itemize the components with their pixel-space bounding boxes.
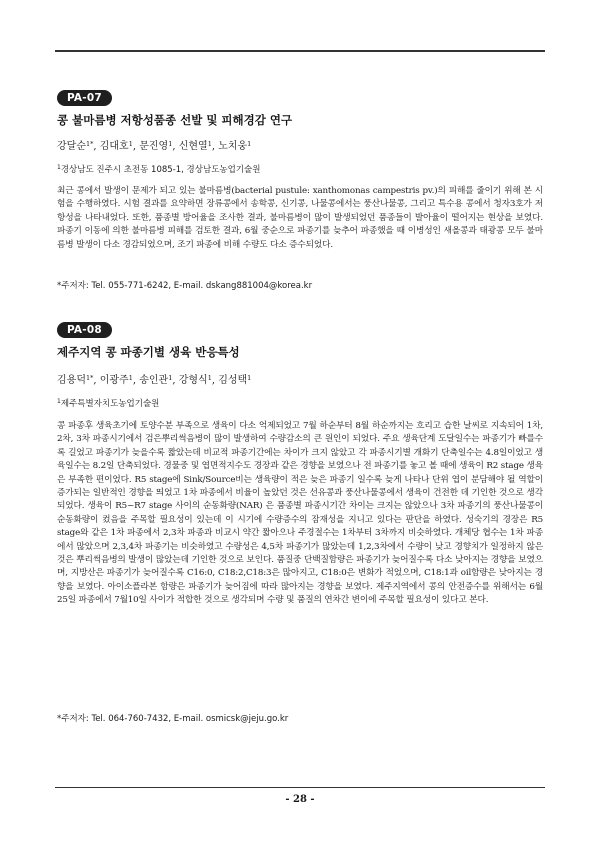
author-name: 김대호 (99, 141, 129, 152)
author-list: 김용덕$^{1*}$, 이광주$^1$, 송인관$^1$, 강형식$^1$, 김성택$^1$ (57, 374, 252, 386)
footer-rule (55, 787, 545, 788)
affiliation: $^1$제주특별자치도농업기술원 (57, 398, 160, 409)
affiliation: $^1$경상남도 진주시 초전동 1085-1, 경상남도농업기술원 (57, 164, 261, 175)
abstract-title: 콩 불마름병 저항성품종 선발 및 피해경감 연구 (57, 113, 293, 127)
abstract-body: 최근 콩에서 발생이 문제가 되고 있는 불마름병(bacterial pustule: xanthomonas campestris pv.)의 피해를 줄이기 위해 본 시험을 수행하였다. 시험 결과를 요약하면 장류콩에서 송학콩, 신기콩, 나물콩에서는 풍산나물콩, 그리고 특수용 콩에서 청자3호가 저항성을 나타내었다. 또한, 품종별 방어율을 조사한 결과, 불마름병이 많이 발생되었던 품종들이 발아율이 떨어지는 현상을 보였다. 파종기 이동에 의한 불마름병 피해를 검토한 결과, 6월 중순으로 파종기를 늦추어 파종했을 때 이병성인 새올콩과 태광콩 모두 불마름병 발생이 다소 경감되었으며, 조기 파종에 비해 수량도 다소 증수되었다. (57, 186, 543, 250)
author-name: 문진영 (139, 141, 169, 152)
author-contact: *주저자: Tel. 055-771-6242, E-mail. dskang881004@korea.kr (57, 281, 313, 291)
header-rule (55, 50, 545, 52)
author-name: 이광주 (99, 375, 129, 386)
author-contact: *주저자: Tel. 064-760-7432, E-mail. osmicsk@jeju.go.kr (57, 714, 289, 724)
author-name: 노치웅 (218, 141, 248, 152)
author-name: 강달순 (57, 141, 86, 152)
page-number: - 28 - (285, 794, 315, 805)
abstract-code: PA-08 (57, 322, 112, 338)
abstract-title: 제주지역 콩 파종기별 생육 반응특성 (57, 345, 240, 359)
author-name: 김용덕 (57, 375, 86, 386)
author-name: 김성택 (218, 375, 248, 386)
author-name: 송인관 (139, 375, 169, 386)
author-name: 강형식 (178, 375, 208, 386)
author-name: 신현열 (178, 141, 208, 152)
abstract-body: 콩 파종후 생육초기에 토양수분 부족으로 생육이 다소 억제되었고 7월 하순부터 8월 하순까지는 흐리고 습한 날씨로 지속되어 1차, 2차, 3차 파종시기에서 검은뿌리썩음병이 많이 발생하여 수량감소의 큰 원인이 되었다. 주요 생육단계 도달일수는 파종기가 빠를수록 길었고 파종기가 늦을수록 짧았는데 비교적 파종기간에는 차이가 크지 않았고 각 파종시기별 개화기 단축일수는 4.8일이었고 생육일수는 8.2일 단축되었다. 경물중 및 엽면적지수도 경장과 같은 경향을 보였으나 전 파종기를 놓고 볼 때에 생육이 R2 stage 생육은 부족한 편이었다. R5 stage에 Sink/Source비는 생육량이 적은 늦은 파종기 일수록 늦게 나타나 단위 엽이 분담해야 될 역할이 증가되는 일반적인 경향을 띄었고 1차 파종에서 비율이 높았던 것은 선유콩과 풍산나물콩에서 생육이 건전한 데 기인한 것으로 생각되었다. 생육이 R5~R7 stage 사이의 순동화량(NAR) 은 품종별 파종시기간 차이는 크지는 않았으나 3차 파종기의 풍산나물콩이 순동화량이 컸음을 주목할 필요성이 있는데 이 시기에 수량증수의 잠재성을 지니고 있다는 판단을 하였다. 성숙기의 경장은 R5 stage와 같은 1차 파종에서 2,3차 파종과 비교시 약간 짧아으나 주경절수는 1차부터 3차까지 비슷하였다. 개체당 협수는 1차 파종에서 많았으며 2,3,4차 파종기는 비슷하였고 수량성은 4,5차 파종기가 많았는데 1,2,3차에서 수량이 낮고 경향치가 일정하지 않은 것은 뿌리썩음병의 발생이 많았는데 기인한 것으로 보인다. 품질중 단백질함량은 파종기가 늦어질수록 다소 낮아지는 경향을 보였으며, 지방산은 파종기가 늦어질수록 C16:0, C18:2,C18:3은 많아지고, C18:0은 변화가 적었으며, C18:1과 oil함량은 낮아지는 경향을 보였다. 아이소플라본 함량은 파종기가 늦어짐에 따라 많아지는 경향을 보였다. 제주지역에서 콩의 안전증수를 위해서는 6월25일 파종에서 7월10일 사이가 적합한 것으로 생각되며 수량 및 품질의 연차간 변이에 주목할 필요성이 있다고 본다. (57, 421, 543, 606)
abstract-code-badge (57, 318, 543, 338)
abstract-code: PA-07 (57, 90, 112, 106)
abstract-code-badge (57, 86, 543, 106)
author-list: 강달순$^{1*}$, 김대호$^1$, 문진영$^1$, 신현열$^1$, 노치웅$^1$ (57, 140, 252, 152)
